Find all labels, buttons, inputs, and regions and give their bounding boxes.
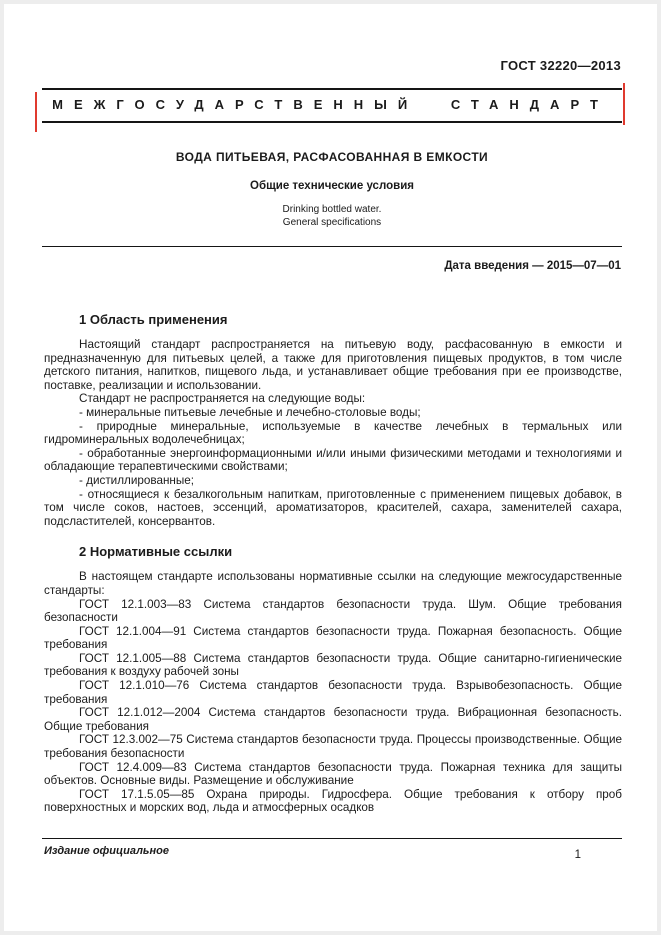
paragraph: ГОСТ 12.1.003—83 Система стандартов безопасности труда. Шум. Общие требования безопасности bbox=[44, 597, 622, 625]
paragraph: В настоящем стандарте использованы нормативные ссылки на следующие межгосударственные стандарты: bbox=[44, 570, 622, 597]
section-scope-paragraphs bbox=[44, 338, 622, 528]
paragraph: - относящиеся к безалкогольным напиткам, приготовленные с применением пищевых добавок, в том числе соков, настоев, эссенций, ароматизаторов, красителей, сахара, заменителей сахара, подсластителей, консервантов. bbox=[44, 487, 622, 528]
paragraph: - минеральные питьевые лечебные и лечебно-столовые воды; bbox=[79, 405, 421, 419]
red-registration-mark-left bbox=[35, 92, 37, 132]
header-rule-top bbox=[42, 88, 622, 90]
header-rule-bottom bbox=[42, 121, 622, 123]
section-heading-scope: 1 Область применения bbox=[79, 312, 228, 327]
footer-rule bbox=[42, 838, 622, 839]
paragraph: Стандарт не распространяется на следующие воды: bbox=[79, 392, 366, 406]
paragraph: ГОСТ 12.1.012—2004 Система стандартов безопасности труда. Вибрационная безопасность. Общие требования bbox=[44, 706, 622, 733]
paragraph: ГОСТ 17.1.5.05—85 Охрана природы. Гидросфера. Общие требования к отбору проб поверхностных и морских вод, льда и атмосферных осадков bbox=[44, 787, 622, 815]
paragraph: - обработанные энергоинформационными и/или иными физическими методами и технологиями и обладающие терапевтическими свойствами; bbox=[44, 446, 622, 474]
paragraph: ГОСТ 12.4.009—83 Система стандартов безопасности труда. Пожарная техника для защиты объектов. Основные виды. Размещение и обслуживание bbox=[44, 760, 622, 788]
document-title: ВОДА ПИТЬЕВАЯ, РАСФАСОВАННАЯ В ЕМКОСТИ bbox=[175, 150, 489, 164]
paragraph: ГОСТ 12.1.005—88 Система стандартов безопасности труда. Общие санитарно-гигиенические требования к воздуху рабочей зоны bbox=[44, 651, 622, 679]
paragraph: ГОСТ 12.1.010—76 Система стандартов безопасности труда. Взрывобезопасность. Общие требования bbox=[44, 679, 622, 706]
red-registration-mark-right bbox=[623, 83, 625, 125]
document-subtitle: Общие технические условия bbox=[250, 180, 414, 192]
paragraph: - дистиллированные; bbox=[79, 473, 195, 487]
paragraph: ГОСТ 12.3.002—75 Система стандартов безопасности труда. Процессы производственные. Общие требования безопасности bbox=[44, 733, 622, 761]
paragraph: Настоящий стандарт распространяется на питьевую воду, расфасованную в емкости и предназначенную для питьевых целей, а также для приготовления пищевых продуктов, в том числе детского питания, напитков, пищевого льда, и устанавливает общие требования при ее производстве, поставке, реализации и использовании. bbox=[44, 338, 622, 392]
effective-date: Дата введения — 2015—07—01 bbox=[444, 260, 621, 272]
paragraph: - природные минеральные, используемые в качестве лечебных в термальных или гидроминеральных водолечебницах; bbox=[44, 419, 622, 447]
section-heading-references: 2 Нормативные ссылки bbox=[79, 544, 233, 560]
title-divider-rule bbox=[42, 246, 622, 247]
edition-note: Издание официальное bbox=[44, 845, 169, 857]
document-body bbox=[44, 312, 622, 815]
section-references-paragraphs bbox=[44, 570, 622, 815]
document-page bbox=[4, 4, 657, 931]
page-number: 1 bbox=[574, 849, 581, 861]
doc-code: ГОСТ 32220—2013 bbox=[500, 58, 621, 73]
title-english-line1: Drinking bottled water. bbox=[282, 204, 382, 215]
paragraph: ГОСТ 12.1.004—91 Система стандартов безопасности труда. Пожарная безопасность. Общие требования bbox=[44, 624, 622, 652]
title-english-line2: General specifications bbox=[282, 217, 382, 228]
standard-type-band: МЕЖГОСУДАРСТВЕННЫЙ СТАНДАРТ bbox=[52, 97, 609, 112]
